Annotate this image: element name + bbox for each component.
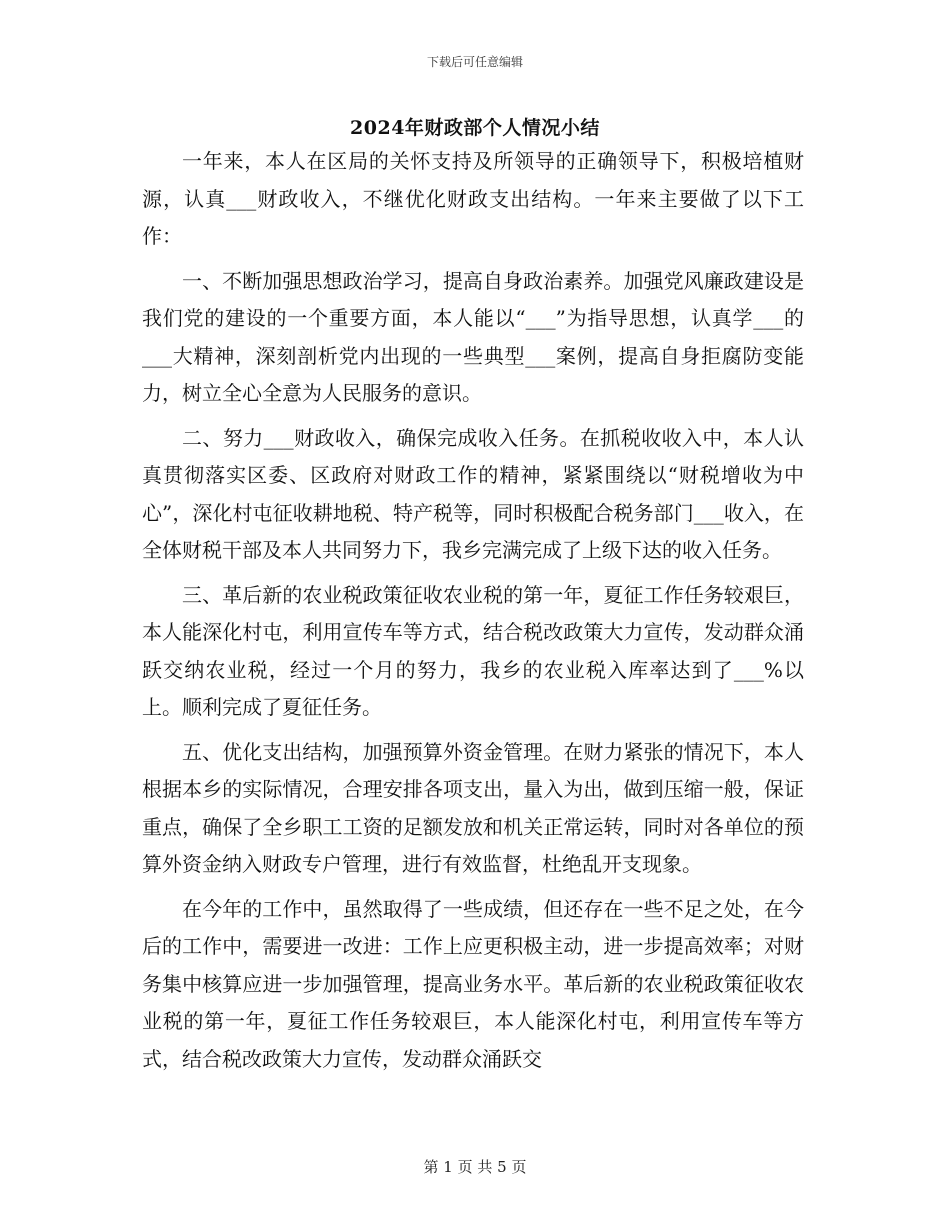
paragraph-1: 一、不断加强思想政治学习，提高自身政治素养。加强党风廉政建设是我们党的建设的一个重要方面，本人能以“___”为指导思想，认真学___的___大精神，深刻剖析党内出现的一些典型___案例，提高自身拒腐防变能力，树立全心全意为人民服务的意识。	[142, 268, 804, 405]
document-body	[142, 143, 804, 1078]
page-title: 2024年财政部个人情况小结	[350, 117, 600, 139]
paragraph-3: 三、革后新的农业税政策征收农业税的第一年，夏征工作任务较艰巨，本人能深化村屯，利用宣传车等方式，结合税改政策大力宣传，发动群众涌跃交纳农业税，经过一个月的努力，我乡的农业税入库率达到了___%以上。顺利完成了夏征任务。	[142, 582, 804, 719]
paragraph-summary: 在今年的工作中，虽然取得了一些成绩，但还存在一些不足之处，在今后的工作中，需要进一改进：工作上应更积极主动，进一步提高效率；对财务集中核算应进一步加强管理，提高业务水平。革后新的农业税政策征收农业税的第一年，夏征工作任务较艰巨，本人能深化村屯，利用宣传车等方式，结合税改政策大力宣传，发动群众涌跃交	[142, 896, 804, 1071]
page-footer: 第 1 页 共 5 页	[423, 1158, 527, 1176]
paragraph-2: 二、努力___财政收入，确保完成收入任务。在抓税收收入中，本人认真贯彻落实区委、区政府对财政工作的精神，紧紧围绕以“财税增收为中心”，深化村屯征收耕地税、特产税等，同时积极配合税务部门___收入，在全体财税干部及本人共同努力下，我乡完满完成了上级下达的收入任务。	[142, 425, 804, 562]
header-note: 下载后可任意编辑	[426, 55, 523, 69]
paragraph-intro: 一年来，本人在区局的关怀支持及所领导的正确领导下，积极培植财源，认真___财政收入，不继优化财政支出结构。一年来主要做了以下工作：	[142, 149, 804, 248]
paragraph-5: 五、优化支出结构，加强预算外资金管理。在财力紧张的情况下，本人根据本乡的实际情况，合理安排各项支出，量入为出，做到压缩一般，保证重点，确保了全乡职工工资的足额发放和机关正常运转，同时对各单位的预算外资金纳入财政专户管理，进行有效监督，杜绝乱开支现象。	[142, 739, 804, 876]
